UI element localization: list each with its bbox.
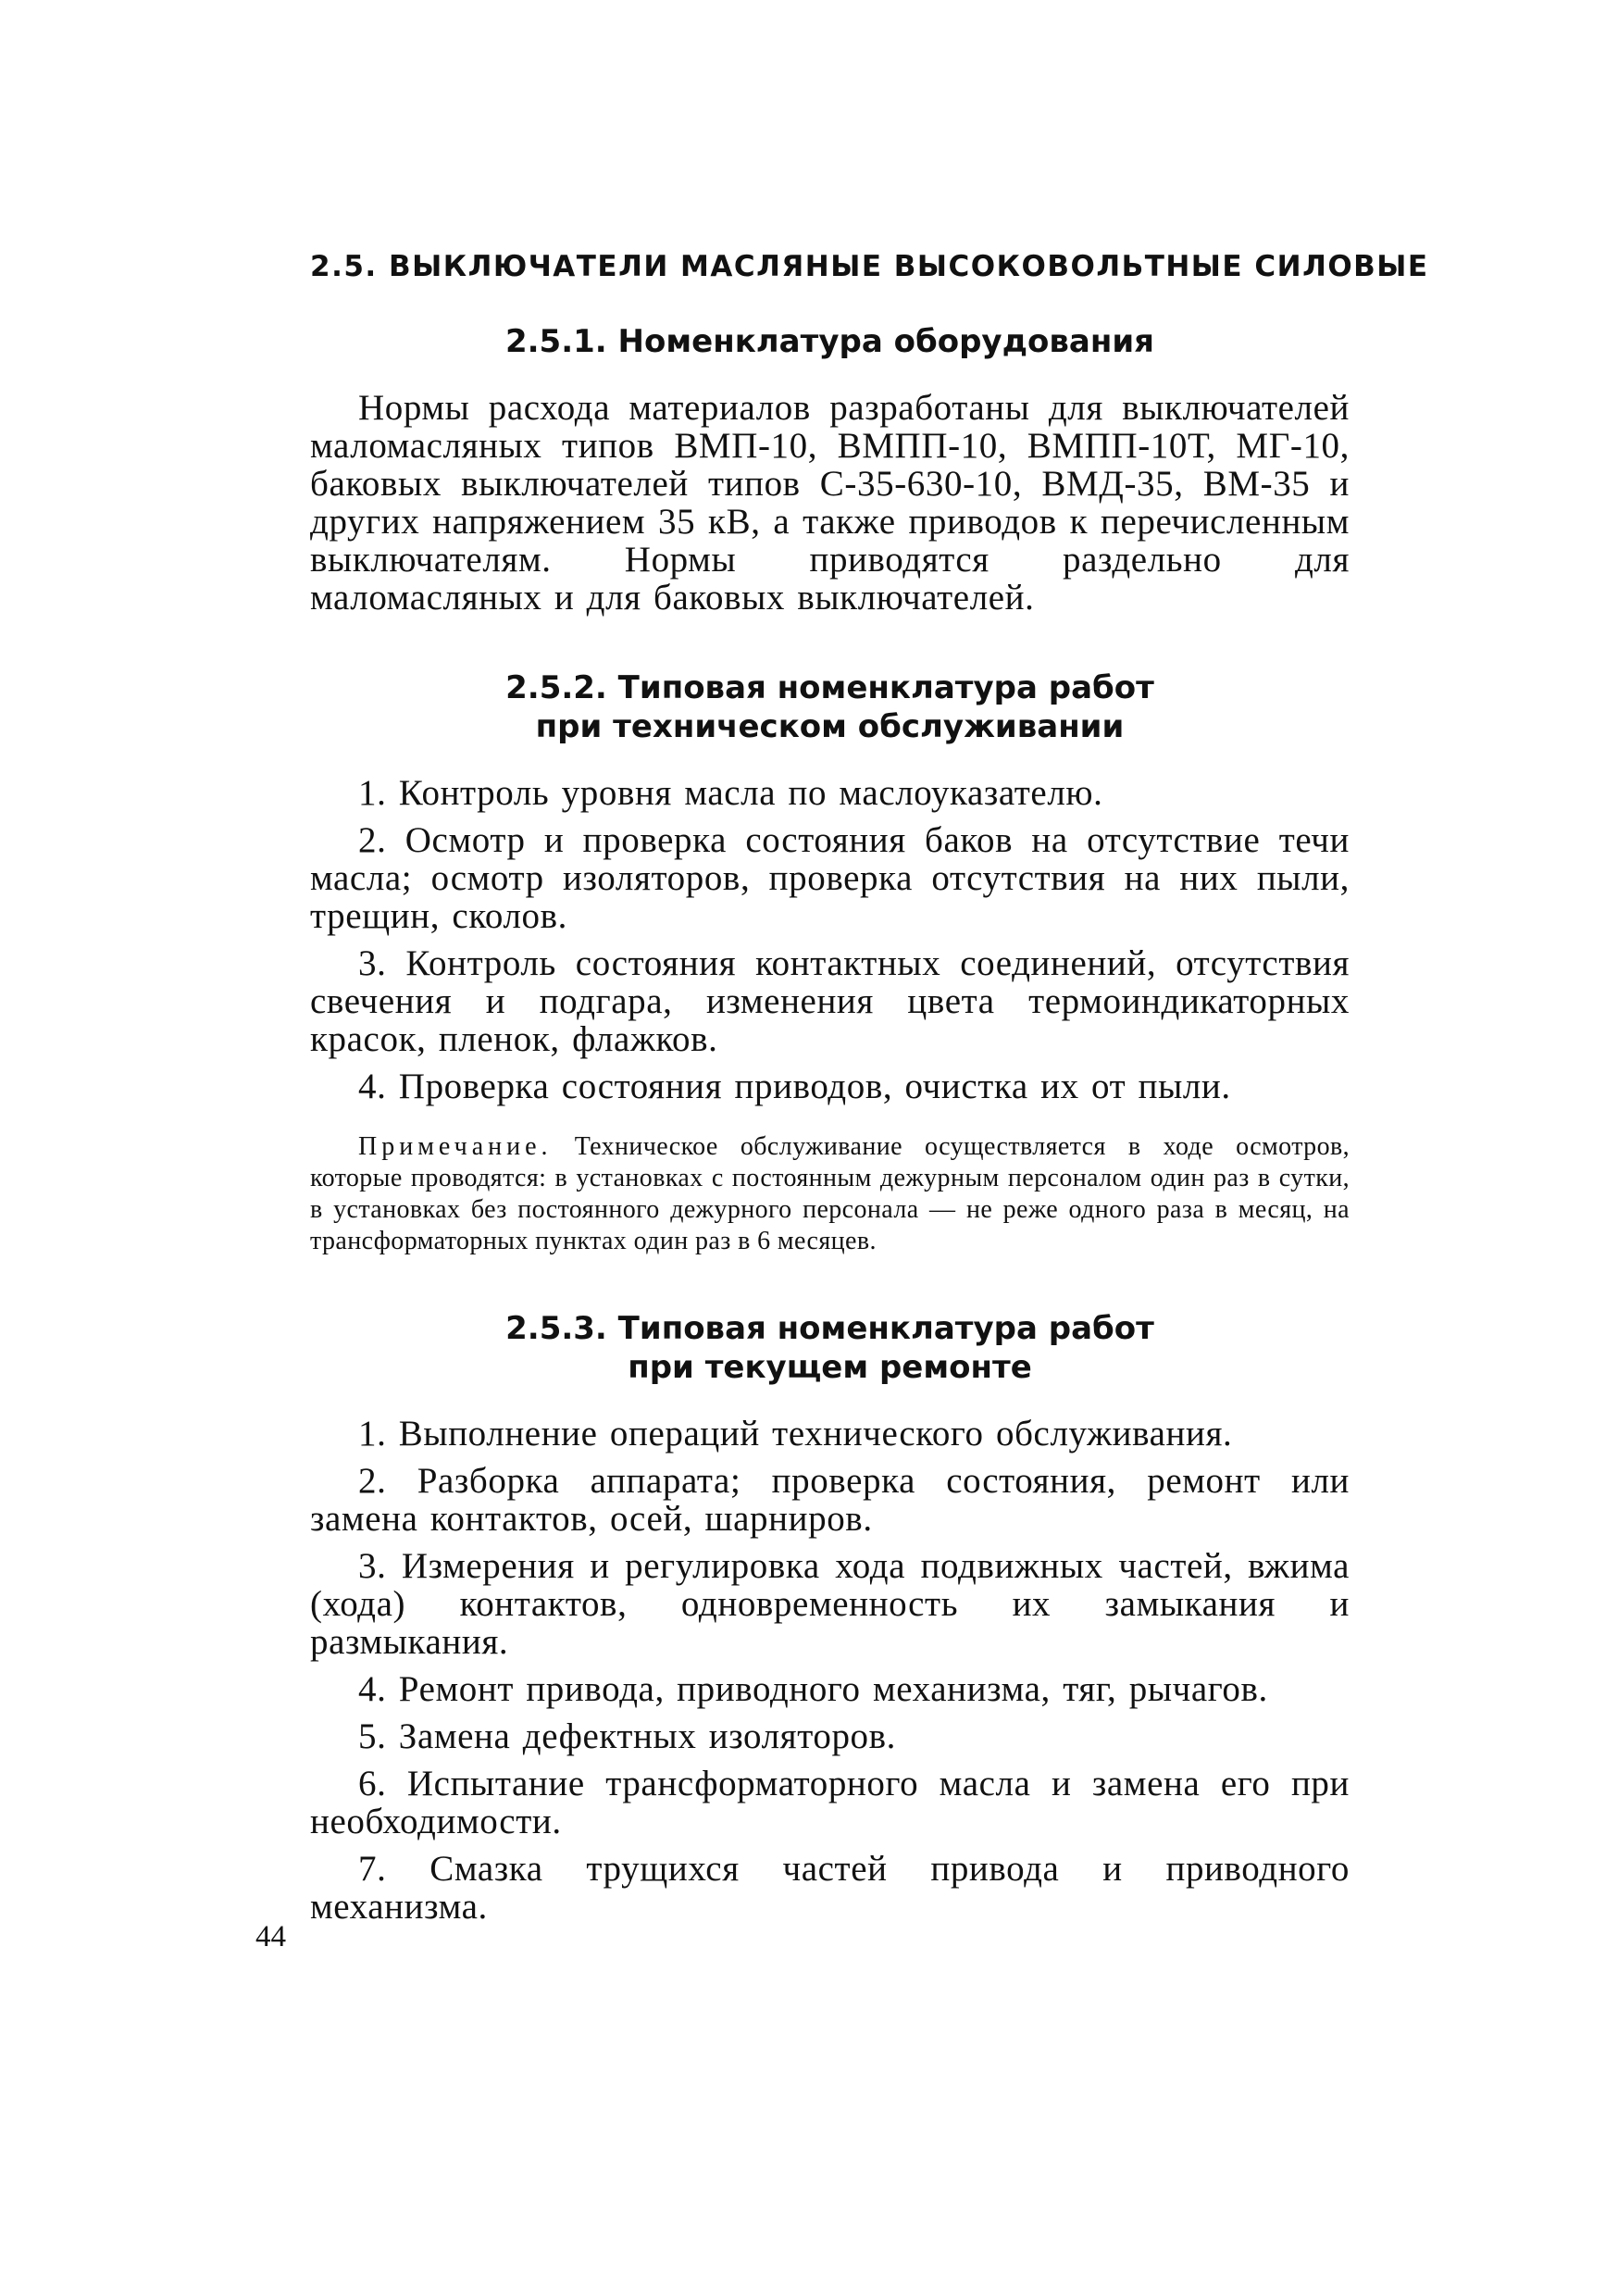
list-item: 4. Ремонт привода, приводного механизма, тяг, рычагов. — [358, 1669, 1268, 1709]
note-text: Техническое обслуживание осуществляется в ходе осмотров, которые проводятся: в установках с постоянным дежурным персоналом один раз в сутки, в установках без постоянного дежурного персонала — не реже одного раза в месяц, на трансформаторных пунктах один раз в 6 месяцев. — [310, 1132, 1350, 1255]
list-item: 7. Смазка трущихся частей привода и приводного механизма. — [310, 1849, 1350, 1927]
section-title: 2.5. ВЫКЛЮЧАТЕЛИ МАСЛЯНЫЕ ВЫСОКОВОЛЬТНЫЕ СИЛОВЫЕ — [310, 250, 1429, 283]
text-column — [310, 250, 1429, 1935]
list-item: 6. Испытание трансформаторного масла и замена его при необходимости. — [310, 1764, 1350, 1841]
list-item: 5. Замена дефектных изоляторов. — [358, 1716, 897, 1756]
subsection-title-line-2: при техническом обслуживании — [535, 708, 1125, 745]
equipment-paragraph: Нормы расхода материалов разработаны для выключателей маломасляных типов ВМП-10, ВМПП-10, ВМПП-10Т, МГ-10, баковых выключателей типов С-35-630-10, ВМД-35, ВМ-35 и других напряжением 35 кВ, а также приводов к перечисленным выключателям. Нормы приводятся раздельно для маломасляных и для баковых выключателей. — [310, 388, 1350, 618]
list-item: 1. Контроль уровня масла по маслоуказателю. — [358, 773, 1103, 813]
subsection-title-2-5-3 — [310, 1309, 1350, 1387]
list-item: 3. Контроль состояния контактных соединений, отсутствия свечения и подгара, изменения цвета термоиндикаторных красок, пленок, флажков. — [310, 943, 1350, 1059]
subsection-title-2-5-1 — [310, 322, 1350, 361]
subsection-title-2-5-2 — [310, 668, 1350, 746]
note-paragraph — [310, 1131, 1350, 1257]
list-item: 3. Измерения и регулировка хода подвижных частей, вжима (хода) контактов, одновременность их замыкания и размыкания. — [310, 1546, 1350, 1662]
subsection-title-line-2: при текущем ремонте — [628, 1349, 1032, 1386]
subsection-title-line: 2.5.1. Номенклатура оборудования — [504, 323, 1154, 360]
page-number: 44 — [255, 1920, 286, 1953]
list-item: 2. Осмотр и проверка состояния баков на отсутствие течи масла; осмотр изоляторов, проверка отсутствия на них пыли, трещин, сколов. — [310, 820, 1350, 936]
note-lead: Примечание. — [358, 1132, 553, 1161]
list-item: 1. Выполнение операций технического обслуживания. — [358, 1414, 1233, 1454]
subsection-title-line-1: 2.5.3. Типовая номенклатура работ — [505, 1310, 1154, 1347]
list-item: 2. Разборка аппарата; проверка состояния, ремонт или замена контактов, осей, шарниров. — [310, 1461, 1350, 1539]
subsection-title-line-1: 2.5.2. Типовая номенклатура работ — [505, 669, 1154, 706]
list-item: 4. Проверка состояния приводов, очистка их от пыли. — [358, 1067, 1231, 1106]
